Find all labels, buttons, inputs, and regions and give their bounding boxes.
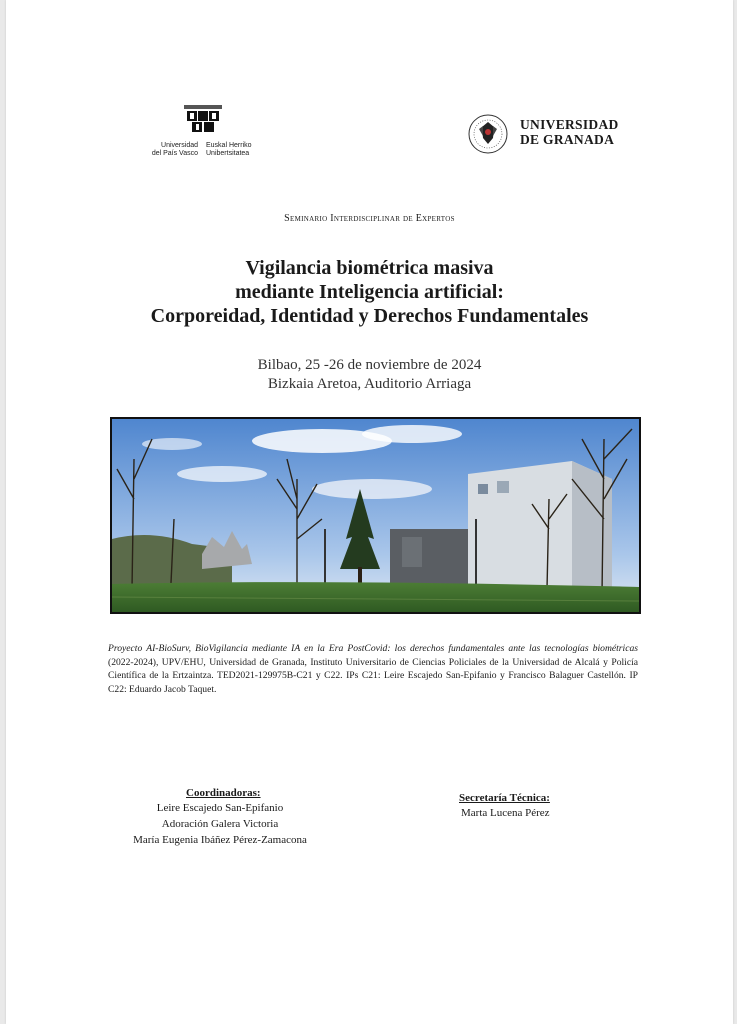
coordinator-name: Adoración Galera Victoria: [161, 818, 279, 830]
upv-caption-line: Unibertsitatea: [206, 150, 250, 157]
document-title: [6, 256, 733, 328]
coordinator-name: María Eugenia Ibáñez Pérez-Zamacona: [133, 834, 307, 846]
document-page: [6, 0, 733, 1024]
upv-ehu-logo: [134, 102, 294, 162]
coordinators-heading: Coordinadoras:: [186, 787, 261, 799]
campus-photo-image: [112, 419, 639, 612]
upv-caption-line: del País Vasco: [151, 150, 198, 157]
coordinator-name: Leire Escajedo San-Epifanio: [156, 802, 284, 814]
seminar-label: Seminario Interdisciplinar de Expertos: [284, 213, 455, 224]
campus-photo: [110, 417, 641, 614]
coordinators-list: [110, 800, 330, 848]
universidad-de-granada-logo: [466, 112, 646, 156]
project-description: [108, 642, 638, 696]
upv-caption-line: Universidad: [161, 142, 198, 149]
secretary-heading: Secretaría Técnica:: [459, 792, 550, 804]
project-title-italic: Proyecto AI-BioSurv, BioVigilancia mediante IA en la Era PostCovid: los derechos fundamentales ante las tecnologías biométricas: [108, 643, 638, 654]
secretary-name: Marta Lucena Pérez: [461, 807, 550, 819]
title-line: Vigilancia biométrica masiva: [245, 257, 494, 279]
event-venue: Bizkaia Aretoa, Auditorio Arriaga: [267, 376, 472, 392]
title-line: mediante Inteligencia artificial:: [235, 281, 504, 303]
title-line: Corporeidad, Identidad y Derechos Fundamentales: [150, 305, 589, 327]
project-details: (2022-2024), UPV/EHU, Universidad de Granada, Instituto Universitario de Ciencias Policiales de la Universidad de Alcalá y Policía Científica de la Ertzaintza. TED2021-129975B-C21 y C22. IPs C21: Leire Escajedo San-Epifanio y Francisco Balaguer Castellón. IP C22: Eduardo Jacob Taquet.: [108, 656, 638, 695]
upv-ehu-emblem-icon: [134, 102, 294, 142]
ugr-name-line: UNIVERSIDAD: [520, 117, 619, 132]
ugr-name-line: DE GRANADA: [520, 132, 615, 147]
granada-seal-icon: [466, 112, 510, 156]
upv-caption-line: Euskal Herriko: [206, 142, 252, 149]
event-details: [6, 356, 733, 394]
event-date: Bilbao, 25 -26 de noviembre de 2024: [257, 357, 482, 373]
